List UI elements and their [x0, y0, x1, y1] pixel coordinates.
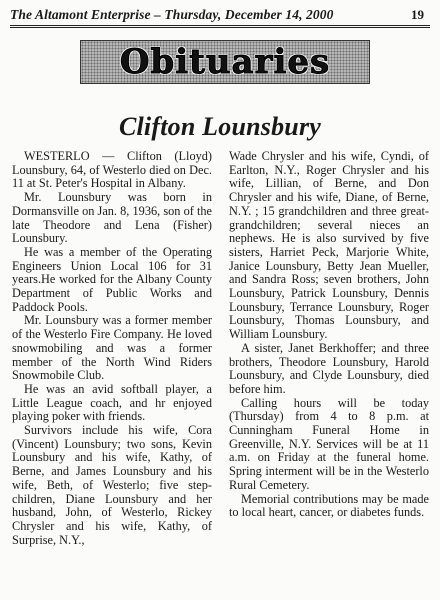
masthead-rule: [10, 25, 430, 26]
right-column: [229, 150, 429, 520]
paragraph: Mr. Lounsbury was born in Dormansville on Jan. 8, 1936, son of the late Theodore and Lena (Fisher) Lounsbury.: [12, 190, 212, 246]
paragraph: He was an avid softball player, a Little League coach, and hr enjoyed playing poker with friends.: [12, 381, 212, 424]
paragraph: A sister, Janet Berkhoffer; and three brothers, Theodore Lounsbury, Harold Lounsbury, and Clyde Lounsbury, died before him.: [229, 340, 429, 396]
paragraph: He was a member of the Operating Engineers Union Local 106 for 31 years.He worked for the Albany County Department of Public Works and Paddock Pools.: [12, 244, 212, 314]
paragraph: Memorial contributions may be made to local heart, cancer, or diabetes funds.: [229, 491, 429, 520]
masthead: [10, 6, 430, 24]
paragraph: Mr. Lounsbury was a former member of the Westerlo Fire Company. He loved snowmobiling and was a former member of the North Wind Riders Snowmobile Club.: [12, 313, 212, 383]
masthead-title: The Altamont Enterprise – Thursday, December 14, 2000: [10, 7, 334, 22]
page-number: 19: [411, 7, 424, 22]
paragraph: Survivors include his wife, Cora (Vincent) Lounsbury; two sons, Kevin Lounsbury and his wife, Kathy, of Berne, and James Lounsbury and his wife, Beth, of Westerlo; five step-children, Diane Lounsbury and her husband, John, of Westerlo, Rickey Chrysler and his wife, Kathy, of Surprise, N.Y.,: [12, 423, 212, 547]
left-column: [12, 150, 212, 547]
masthead-rule-secondary: [10, 27, 430, 28]
obituaries-banner: [80, 40, 370, 84]
banner-title: Obituaries: [119, 42, 331, 82]
obituary-headline: Clifton Lounsbury: [118, 112, 322, 141]
paragraph: WESTERLO — Clifton (Lloyd) Lounsbury, 64, of Westerlo died on Dec. 11 at St. Peter's Hospital in Albany.: [12, 149, 212, 191]
paragraph: Calling hours will be today (Thursday) from 4 to 8 p.m. at Cunningham Funeral Home in Greenville, N.Y. Services will be at 11 a.m. on Friday at the funeral home. Spring interment will be in the Westerlo Rural Cemetery.: [229, 395, 429, 492]
paragraph-continuation: Wade Chrysler and his wife, Cyndi, of Earlton, N.Y., Roger Chrysler and his wife, Lillian, of Berne, and Don Chrysler and his wife, Diane, of Berne, N.Y. ; 15 grandchildren and three great-grandchildren; several nieces an nephews. He is also survived by five sisters, Harriet Peck, Marjorie White, Janice Lounsbury, Betty Jean Mueller, and Sandra Ross; seven brothers, John Lounsbury, Patrick Lounsbury, Dennis Lounsbury, Terrance Lounsbury, Roger Lounsbury, Thomas Lounsbury, and William Lounsbury.: [229, 149, 429, 342]
